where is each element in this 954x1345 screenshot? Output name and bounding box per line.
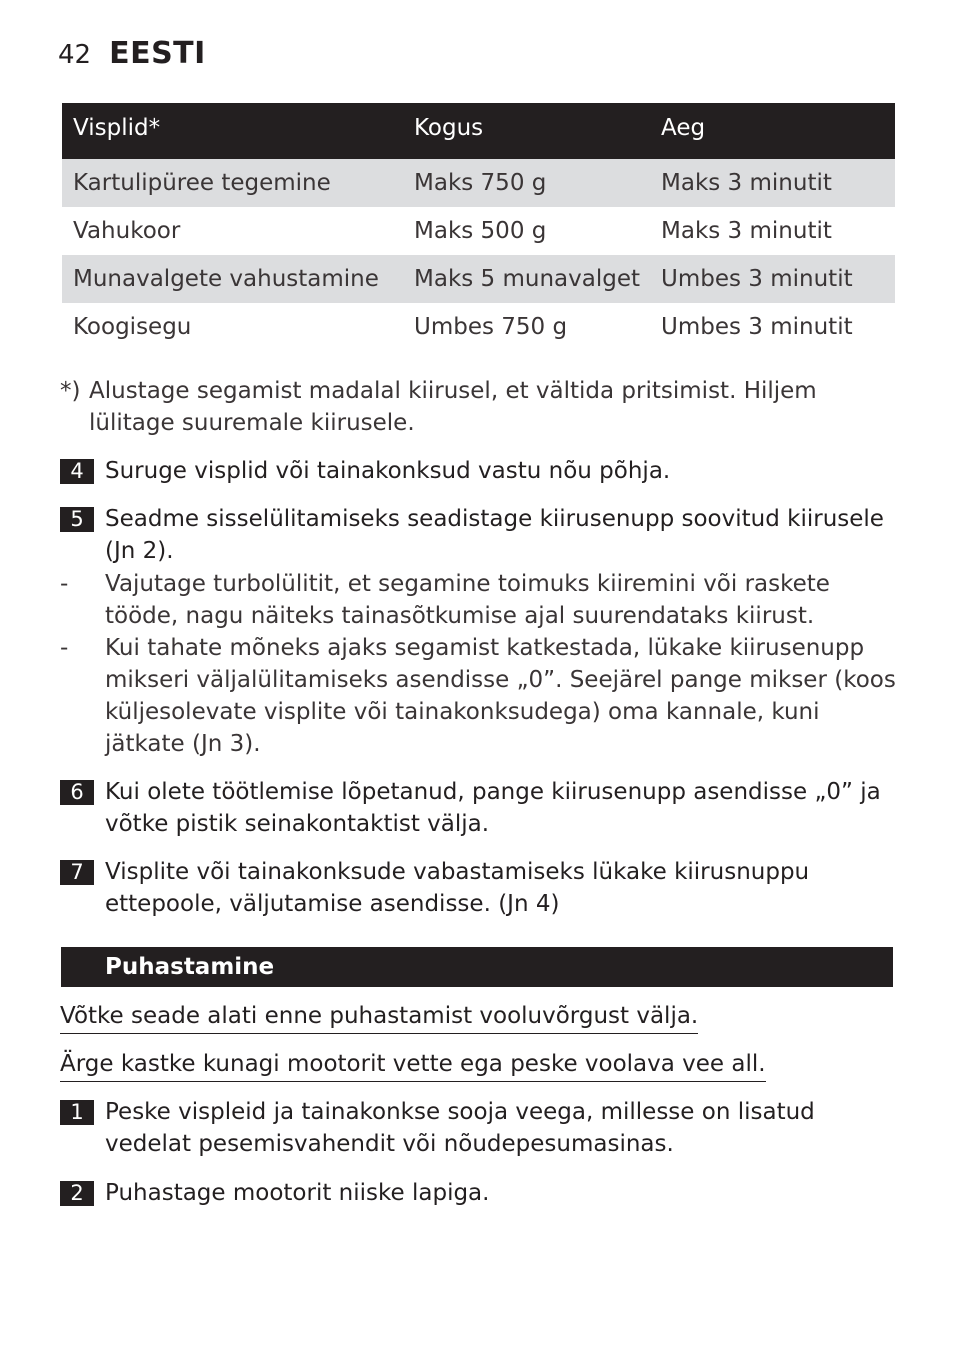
table-cell: Maks 3 minutit bbox=[661, 218, 832, 244]
table-row bbox=[62, 303, 895, 351]
table-cell: Umbes 750 g bbox=[414, 314, 568, 340]
warning-unplug: Võtke seade alati enne puhastamist vooluvõrgust välja. bbox=[60, 1000, 698, 1034]
step-text: Puhastage mootorit niiske lapiga. bbox=[105, 1180, 490, 1206]
step-4 bbox=[60, 455, 900, 487]
step-6 bbox=[60, 776, 900, 840]
page-number: 42 bbox=[58, 40, 92, 70]
table-cell: Maks 3 minutit bbox=[650, 159, 895, 207]
table-cell: Munavalgete vahustamine bbox=[62, 255, 403, 303]
bullet-text: Kui tahate mõneks ajaks segamist katkestada, lükake kiirusenupp mikseri väljalülitamiseks asendisse „0”. Seejärel pange mikser (koos küljesolevate visplite või tainakonksudega) oma kannale, kuni jätkate (Jn 3). bbox=[105, 635, 896, 757]
column-header-accessory: Visplid* bbox=[62, 103, 403, 159]
bullet-item bbox=[60, 568, 900, 632]
table-header-row bbox=[62, 103, 895, 159]
table-cell: Maks 500 g bbox=[414, 218, 547, 244]
table-cell: Umbes 3 minutit bbox=[661, 314, 853, 340]
table-cell: Maks 750 g bbox=[403, 159, 650, 207]
table-cell: Vahukoor bbox=[73, 218, 181, 244]
page-header bbox=[58, 36, 206, 72]
bullet-dash: - bbox=[60, 571, 69, 597]
table-cell: Umbes 3 minutit bbox=[650, 255, 895, 303]
step-text: Seadme sisselülitamiseks seadistage kiirusenupp soovitud kiirusele (Jn 2). bbox=[105, 506, 884, 564]
bullet-dash: - bbox=[60, 635, 69, 661]
table-cell: Maks 5 munavalget bbox=[403, 255, 650, 303]
section-heading-cleaning: Puhastamine bbox=[61, 947, 893, 987]
step-number-badge: 7 bbox=[60, 860, 94, 885]
table-row bbox=[62, 255, 895, 303]
bullet-text: Vajutage turbolülitit, et segamine toimuks kiiremini või raskete tööde, nagu näiteks tainasõtkumise ajal suurendataks kiirust. bbox=[105, 571, 830, 629]
bullet-item bbox=[60, 632, 900, 760]
step-text: Kui olete töötlemise lõpetanud, pange kiirusenupp asendisse „0” ja võtke pistik seinakontaktist välja. bbox=[105, 779, 881, 837]
table-row bbox=[62, 207, 895, 255]
table-cell: Koogisegu bbox=[73, 314, 192, 340]
column-header-quantity: Kogus bbox=[403, 103, 650, 159]
step-7 bbox=[60, 856, 900, 920]
table-cell: Kartulipüree tegemine bbox=[62, 159, 403, 207]
step-5 bbox=[60, 503, 900, 567]
step-text: Peske vispleid ja tainakonkse sooja veega, millesse on lisatud vedelat pesemisvahendit või nõudepesumasinas. bbox=[105, 1099, 815, 1157]
step-number-badge: 5 bbox=[60, 507, 94, 532]
step-number-badge: 6 bbox=[60, 780, 94, 805]
step-number-badge: 1 bbox=[60, 1100, 94, 1125]
cleaning-step-1 bbox=[60, 1096, 900, 1160]
language-title: EESTI bbox=[109, 36, 206, 71]
step-number-badge: 2 bbox=[60, 1181, 94, 1206]
column-header-time: Aeg bbox=[650, 103, 895, 159]
table-row bbox=[62, 159, 895, 207]
warning-no-water: Ärge kastke kunagi mootorit vette ega peske voolava vee all. bbox=[60, 1048, 766, 1082]
step-text: Visplite või tainakonksude vabastamiseks lükake kiirusnuppu ettepoole, väljutamise asendisse. (Jn 4) bbox=[105, 859, 810, 917]
table-footnote bbox=[60, 375, 900, 439]
footnote-text: Alustage segamist madalal kiirusel, et vältida pritsimist. Hiljem lülitage suuremale kiirusele. bbox=[89, 378, 817, 436]
cleaning-step-2 bbox=[60, 1177, 900, 1209]
step-number-badge: 4 bbox=[60, 459, 94, 484]
accessory-table bbox=[62, 103, 895, 351]
footnote-mark: *) bbox=[60, 378, 81, 404]
step-text: Suruge visplid või tainakonksud vastu nõu põhja. bbox=[105, 458, 671, 484]
